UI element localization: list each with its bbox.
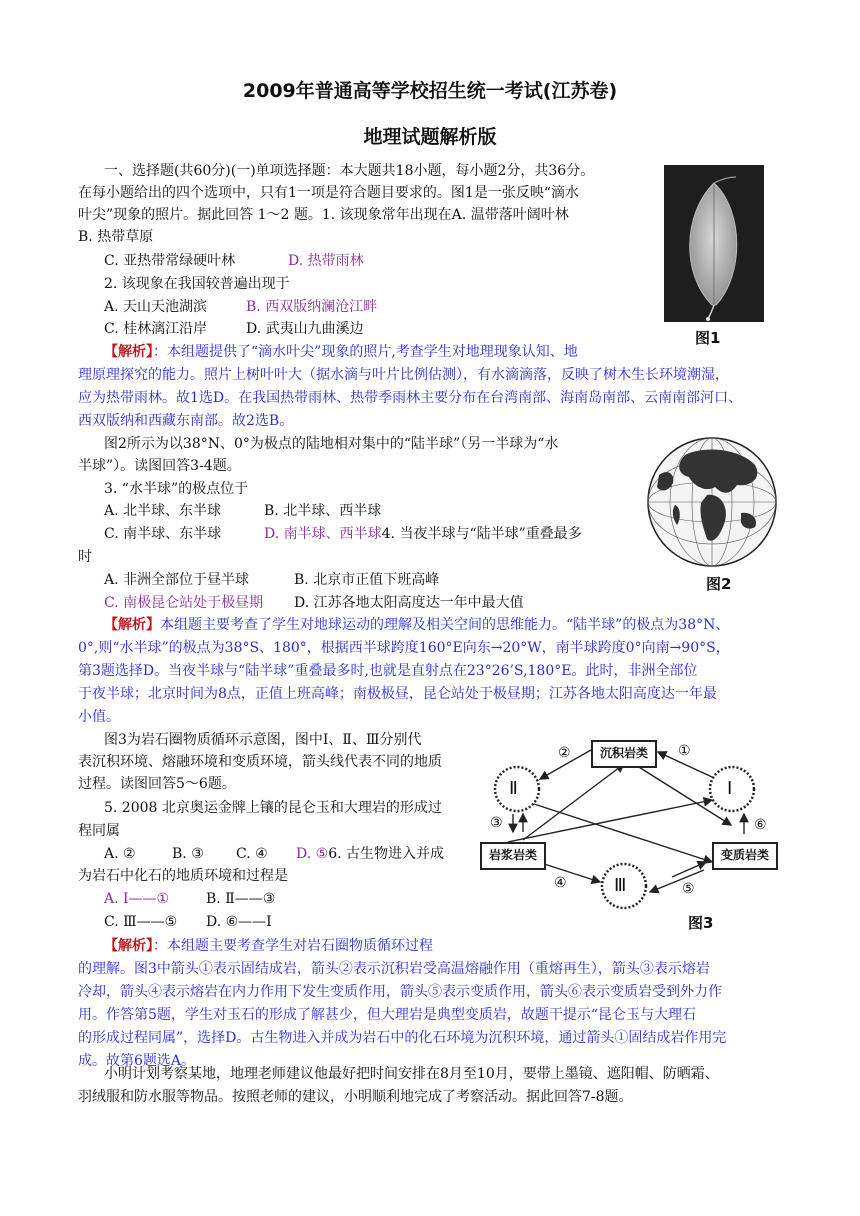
q4-option-d: D. 江苏各地太阳高度达一年中最大值 <box>294 595 524 611</box>
s3-explanation-line2: 的理解。图3中箭头①表示固结成岩，箭头②表示沉积岩受高温熔融作用（重熔再生），箭头③表示熔岩 <box>78 961 710 977</box>
figure-3-caption: 图3 <box>688 914 714 932</box>
explanation-tag: 【解析】 <box>104 938 153 954</box>
s2-explanation-line3: 第3题选择D。当夜半球与“陆半球”重叠最多时,也就是直射点在23°26’S,180°E。此时，非洲全部位 <box>78 663 698 679</box>
q5-stem-cont: 程同属 <box>78 823 120 839</box>
q2-option-c: C. 桂林漓江沿岸 <box>104 321 208 337</box>
s3-line3: 过程。读图回答5～6题。 <box>78 776 236 792</box>
arrow-label-3: ③ <box>490 815 503 831</box>
page-title: 2009年普通高等学校招生统一考试(江苏卷) <box>242 80 618 102</box>
q3-option-a: A. 北半球、东半球 <box>104 503 222 519</box>
q3-stem: 3. “水半球”的极点位于 <box>104 481 249 497</box>
env-label-ii: Ⅱ <box>509 778 518 799</box>
q3-option-d-line <box>264 523 582 545</box>
globe-icon <box>645 435 780 570</box>
q6-option-b: B. Ⅱ——③ <box>206 891 276 907</box>
q1-option-c: C. 亚热带常绿硬叶林 <box>104 253 236 269</box>
sedimentary-rock-box: 沉积岩类 <box>591 740 657 768</box>
igneous-rock-box: 岩浆岩类 <box>480 842 546 870</box>
arrow-label-2: ② <box>558 745 571 761</box>
s3-explanation-line1 <box>104 935 433 957</box>
explanation-tag: 【解析】 <box>104 344 153 360</box>
q6-option-d: D. ⑥——Ⅰ <box>206 914 272 930</box>
q3-option-b: B. 北半球、西半球 <box>264 503 382 519</box>
q5-option-b: B. ③ <box>172 846 204 862</box>
metamorphic-rock-box: 变质岩类 <box>712 842 778 870</box>
q6-stem-cont: 为岩石中化石的地质环境和过程是 <box>78 868 288 884</box>
figure-1-caption: 图1 <box>695 329 721 347</box>
q6-stem: 6. 古生物进入并成 <box>328 846 444 862</box>
q6-option-a: A. Ⅰ——① <box>104 891 170 907</box>
q5-stem: 5. 2008 北京奥运金牌上镶的昆仑玉和大理岩的形成过 <box>104 800 442 816</box>
s1-explanation-line3: 应为热带雨林。故1选D。在我国热带雨林、热带季雨林主要分布在台湾南部、海南岛南部、云南南部河口、 <box>78 390 743 406</box>
q4-stem-cont: 时 <box>78 549 92 565</box>
s4-line2: 羽绒服和防水服等物品。按照老师的建议，小明顺利地完成了考察活动。据此回答7-8题。 <box>78 1089 633 1105</box>
s1-line4: B. 热带草原 <box>78 229 154 245</box>
s3-line1: 图3为岩石圈物质循环示意图，图中Ⅰ、Ⅱ、Ⅲ分别代 <box>104 732 422 748</box>
q4-option-c: C. 南极昆仑站处于极昼期 <box>104 595 264 611</box>
leaf-icon <box>664 165 764 322</box>
arrow-label-5: ⑤ <box>682 881 695 897</box>
q5-option-d-line <box>296 843 444 865</box>
q4-stem: 4. 当夜半球与“陆半球”重叠最多 <box>381 526 582 542</box>
q6-option-c: C. Ⅲ——⑤ <box>104 914 178 930</box>
s1-line1: 一、选择题(共60分)(一)单项选择题：本大题共18小题，每小题2分，共36分。 <box>104 163 595 179</box>
s1-line3: 叶尖”现象的照片。据此回答 1～2 题。1. 该现象常年出现在A. 温带落叶阔叶林 <box>78 207 569 223</box>
s1-explanation-line2: 理原理探究的能力。照片上树叶叶大（据水滴与叶片比例估测），有水滴滴落，反映了树木生长环境潮湿， <box>78 367 729 383</box>
q2-option-b: B. 西双版纳澜沧江畔 <box>246 299 378 315</box>
q1-option-d: D. 热带雨林 <box>288 253 364 269</box>
explanation-tag: 【解析】 <box>104 617 160 633</box>
figure-1-leaf-photo <box>664 165 764 322</box>
figure-2-globe <box>645 435 780 570</box>
env-label-i: Ⅰ <box>727 778 733 799</box>
s2-line1: 图2所示为以38°N、0°为极点的陆地相对集中的“陆半球”（另一半球为“水 <box>104 436 559 452</box>
q5-option-c: C. ④ <box>236 846 268 862</box>
s3-explanation-text: ：本组题主要考查学生对岩石圈物质循环过程 <box>153 938 433 954</box>
s2-explanation-line2: 0°,则“水半球”的极点为38°S、180°，根据西半球跨度160°E向东→20°W，南半球跨度0°向南→90°S， <box>78 640 730 656</box>
s3-explanation-line4: 用。作答第5题，学生对玉石的形成了解甚少，但大理岩是典型变质岩，故题干提示“昆仑玉与大理石 <box>78 1007 697 1023</box>
s2-line2: 半球”）。读图回答3-4题。 <box>78 458 241 474</box>
q2-option-a: A. 天山天池湖滨 <box>104 299 208 315</box>
s4-line1: 小明计划考察某地，地理老师建议他最好把时间安排在8月至10月，要带上墨镜、遮阳帽、防晒霜、 <box>104 1066 719 1082</box>
s2-explanation-line4: 于夜半球；北京时间为8点，正值上班高峰；南极极昼，昆仑站处于极昼期；江苏各地太阳高度达一年最 <box>78 686 717 702</box>
q4-option-a: A. 非洲全部位于昼半球 <box>104 572 250 588</box>
q2-option-d: D. 武夷山九曲溪边 <box>246 321 364 337</box>
arrow-label-6: ⑥ <box>754 817 767 833</box>
q5-option-d: D. ⑤ <box>296 846 329 862</box>
figure-2-caption: 图2 <box>706 575 732 593</box>
s3-explanation-line3: 冷却，箭头④表示熔岩在内力作用下发生变质作用，箭头⑤表示变质作用，箭头⑥表示变质岩受到外力作 <box>78 984 722 1000</box>
arrow-label-1: ① <box>678 743 691 759</box>
s2-explanation-text: 本组题主要考查了学生对地球运动的理解及相关空间的思维能力。“陆半球”的极点为38°N、 <box>160 617 730 633</box>
s2-explanation-line5: 小值。 <box>78 709 120 725</box>
s3-line2: 表沉积环境、熔融环境和变质环境，箭头线代表不同的地质 <box>78 754 442 770</box>
s2-explanation-line1 <box>104 614 729 636</box>
page-subtitle: 地理试题解析版 <box>363 126 497 148</box>
env-label-iii: Ⅲ <box>614 875 627 896</box>
s3-explanation-line5: 的形成过程同属”，选择D。古生物进入并成为岩石中的化石环境为沉积环境，通过箭头①固结成岩作用完 <box>78 1030 727 1046</box>
q5-option-a: A. ② <box>104 846 136 862</box>
q4-option-b: B. 北京市正值下班高峰 <box>294 572 440 588</box>
s3-explanation-line6: 成。故第6题选A。 <box>78 1053 196 1069</box>
arrow-label-4: ④ <box>554 875 567 891</box>
figure-3-rock-cycle <box>478 722 798 932</box>
s1-line2: 在每小题给出的四个选项中，只有1一项是符合题目要求的。图1是一张反映“滴水 <box>78 185 579 201</box>
s1-explanation-line4: 西双版纳和西藏东南部。故2选B。 <box>78 413 294 429</box>
s1-explanation-text: ：本组题提供了“滴水叶尖”现象的照片,考查学生对地理现象认知、地 <box>153 344 578 360</box>
q2-stem: 2. 该现象在我国较普遍出现于 <box>104 276 290 292</box>
q3-option-d: D. 南半球、西半球 <box>264 526 382 542</box>
q3-option-c: C. 南半球、东半球 <box>104 526 222 542</box>
s1-explanation-line1 <box>104 341 578 363</box>
